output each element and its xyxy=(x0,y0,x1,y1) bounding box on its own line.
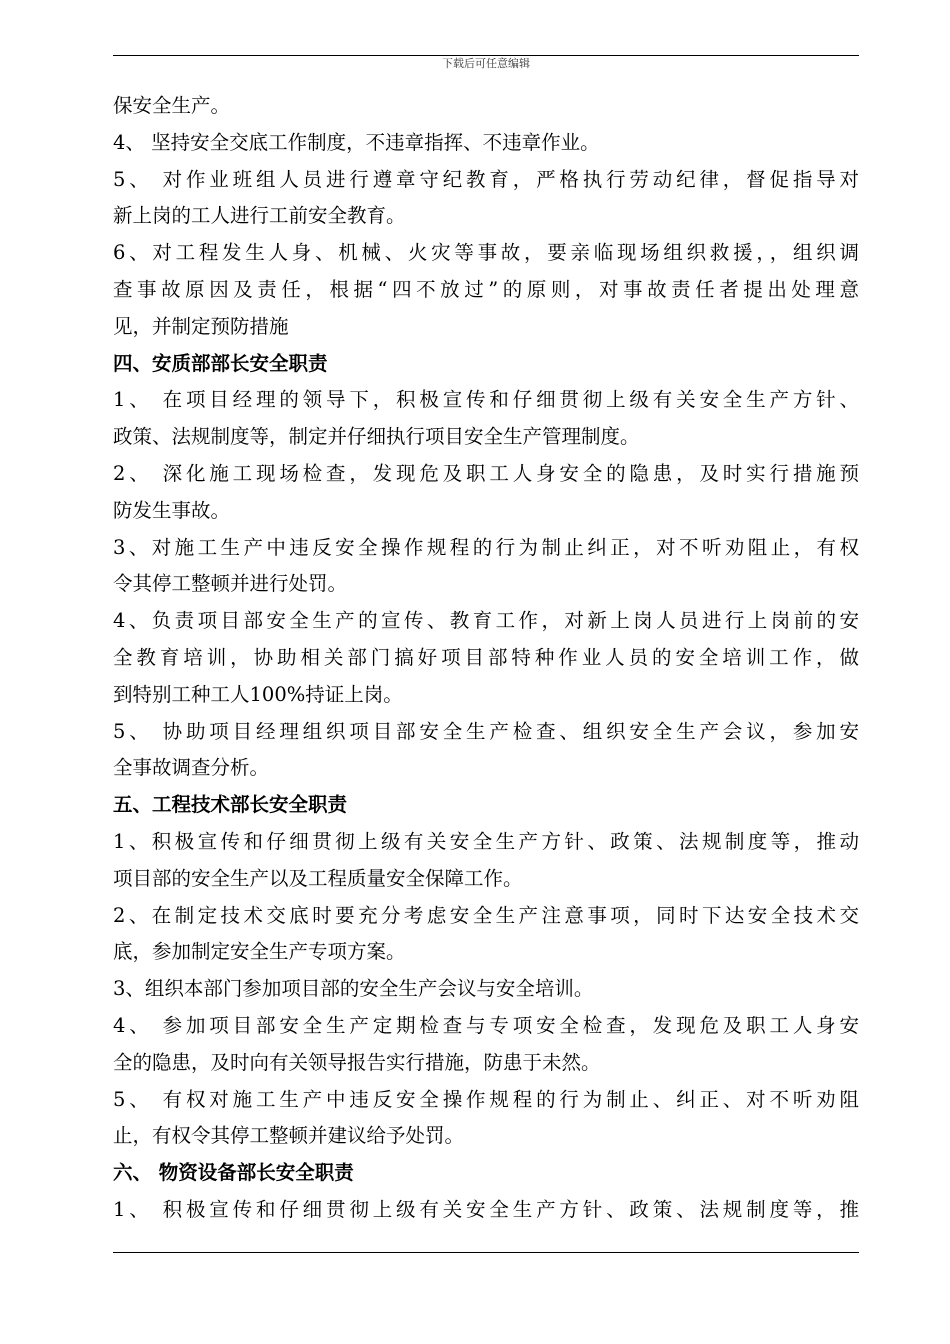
paragraph-line: 2、 深化施工现场检查，发现危及职工人身安全的隐患，及时实行措施预 xyxy=(113,461,859,485)
paragraph-line: 见，并制定预防措施 xyxy=(113,314,289,338)
paragraph-line: 1、积极宣传和仔细贯彻上级有关安全生产方针、政策、法规制度等，推动 xyxy=(113,829,859,853)
section-heading: 四、安质部部长安全职责 xyxy=(113,351,328,375)
paragraph-line: 1、 在项目经理的领导下，积极宣传和仔细贯彻上级有关安全生产方针、 xyxy=(113,388,859,412)
paragraph-line: 查事故原因及责任，根据“四不放过”的原则，对事故责任者提出处理意 xyxy=(113,277,859,301)
paragraph-line: 底，参加制定安全生产专项方案。 xyxy=(113,940,406,964)
paragraph-line: 项目部的安全生产以及工程质量安全保障工作。 xyxy=(113,866,523,890)
paragraph-line: 1、 积极宣传和仔细贯彻上级有关安全生产方针、政策、法规制度等，推 xyxy=(113,1197,859,1221)
paragraph-line: 5、 有权对施工生产中违反安全操作规程的行为制止、纠正、对不听劝阻 xyxy=(113,1087,859,1111)
section-heading: 六、 物资设备部长安全职责 xyxy=(113,1161,354,1185)
paragraph-line: 全的隐患，及时向有关领导报告实行措施，防患于未然。 xyxy=(113,1050,601,1074)
paragraph-line: 5、 对作业班组人员进行遵章守纪教育，严格执行劳动纪律，督促指导对 xyxy=(113,167,859,191)
paragraph-line: 全教育培训，协助相关部门搞好项目部特种作业人员的安全培训工作，做 xyxy=(113,645,859,669)
section-heading: 五、工程技术部长安全职责 xyxy=(113,793,348,817)
paragraph-line: 4、负责项目部安全生产的宣传、教育工作，对新上岗人员进行上岗前的安 xyxy=(113,609,859,633)
paragraph-line: 3、组织本部门参加项目部的安全生产会议与安全培训。 xyxy=(113,977,594,1001)
paragraph-line: 2、在制定技术交底时要充分考虑安全生产注意事项，同时下达安全技术交 xyxy=(113,903,859,927)
paragraph-line: 到特别工种工人100%持证上岗。 xyxy=(113,682,403,706)
header-note: 下载后可任意编辑 xyxy=(442,57,530,70)
paragraph-line: 4、 坚持安全交底工作制度，不违章指挥、不违章作业。 xyxy=(113,130,600,154)
paragraph-line: 令其停工整顿并进行处罚。 xyxy=(113,572,348,596)
paragraph-line: 保安全生产。 xyxy=(113,94,231,117)
paragraph-line: 4、 参加项目部安全生产定期检查与专项安全检查，发现危及职工人身安 xyxy=(113,1013,859,1037)
paragraph-line: 6、对工程发生人身、机械、火灾等事故，要亲临现场组织救援，，组织调 xyxy=(113,241,859,265)
header-rule xyxy=(113,55,859,56)
paragraph-line: 全事故调查分析。 xyxy=(113,756,270,780)
paragraph-line: 5、 协助项目经理组织项目部安全生产检查、组织安全生产会议，参加安 xyxy=(113,719,859,743)
document-body xyxy=(113,88,859,1229)
paragraph-line: 3、对施工生产中违反安全操作规程的行为制止纠正，对不听劝阻止，有权 xyxy=(113,535,859,559)
paragraph-line: 防发生事故。 xyxy=(113,498,231,522)
paragraph-line: 政策、法规制度等，制定并仔细执行项目安全生产管理制度。 xyxy=(113,425,640,449)
paragraph-line: 止，有权令其停工整顿并建议给予处罚。 xyxy=(113,1124,465,1148)
footer-rule xyxy=(113,1252,859,1253)
paragraph-line: 新上岗的工人进行工前安全教育。 xyxy=(113,204,406,228)
